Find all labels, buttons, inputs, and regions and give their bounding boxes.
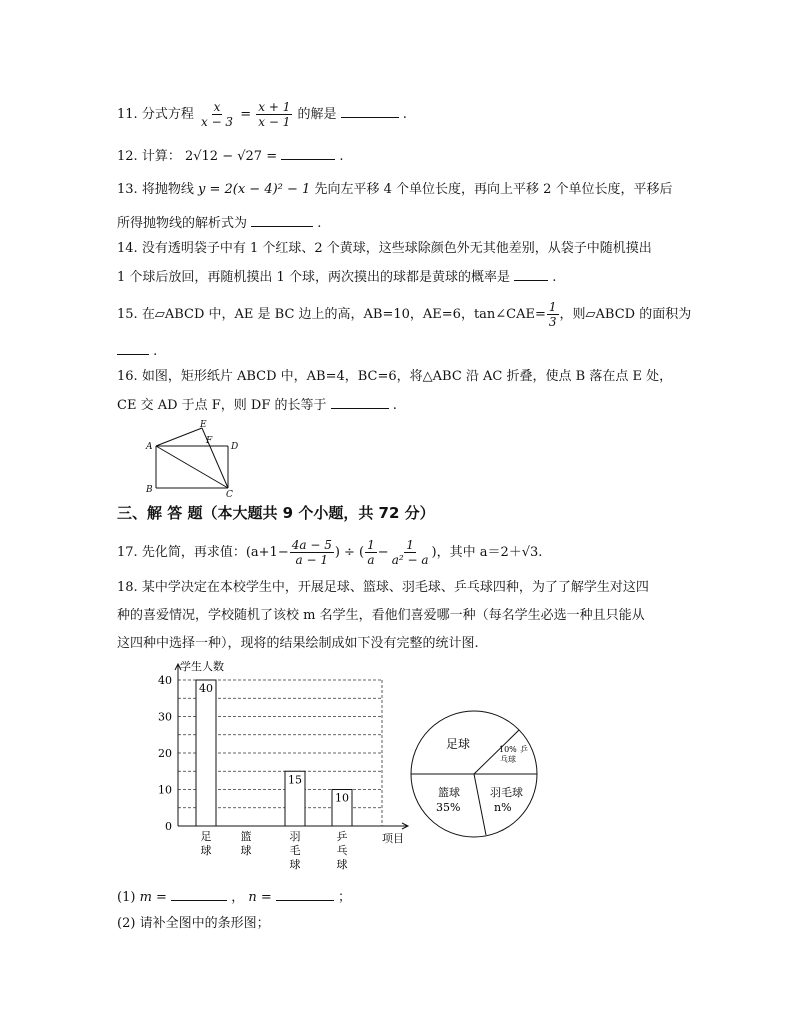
slice-value-pingpong: 10% [499,745,517,754]
answer-blank-n[interactable] [276,888,334,901]
category-label: 足 [200,830,212,843]
question-text: 1 个球后放回，再随机摸出 1 个球，两次摸出的球都是黄球的概率是 [117,270,510,285]
question-number: 18. [117,580,138,595]
question-17 [117,538,542,567]
numerator: 1 [406,538,414,552]
section-title: 三、解 答 题（本大题共 9 个小题，共 72 分） [117,504,435,522]
category-label: 球 [289,858,301,871]
sub-question-1 [117,888,351,906]
pie-chart [408,705,548,845]
fraction-2 [365,538,377,567]
m-label: m = [139,890,167,905]
x-axis-label: 项目 [382,832,404,845]
label-C: C [226,490,233,498]
label-A: A [146,442,153,452]
question-text: 某中学决定在本校学生中，开展足球、篮球、羽毛球、乒乓球四种，为了了解学生对这四 [141,580,649,595]
question-text: ，则▱ABCD 的面积为 [559,307,692,322]
equals-sign: = [240,107,252,122]
label-F: F [206,436,213,446]
numerator: x [213,100,221,114]
bar-value-label: 40 [199,682,213,695]
y-tick-label: 30 [158,710,172,724]
period: . [339,149,344,164]
question-number: 15. [117,307,138,322]
question-text: 请补全图中的条形图； [139,916,270,931]
operator: − [377,545,389,560]
sub-number: (2) [117,916,136,931]
question-18-line2 [117,608,645,624]
slice-label-football: 足球 [446,737,471,751]
numerator: 1 [548,300,557,314]
question-number: 12. [117,149,138,164]
period: . [552,270,557,285]
question-15 [117,300,691,329]
y-axis-label: 学生人数 [180,660,224,673]
pie-divider [474,774,486,835]
answer-blank[interactable] [251,214,313,227]
question-text: CE 交 AD 于点 F，则 DF 的长等于 [117,398,327,413]
question-12 [117,147,344,165]
question-text: 没有透明袋子中有 1 个红球、2 个黄球，这些球除颜色外无其他差别，从袋子中随机摸出 [141,241,652,256]
bar-value-label: 10 [335,791,349,805]
slice-label-pingpong-2: 乓球 [500,755,516,764]
question-text: 计算： [141,149,181,164]
labels [158,659,404,871]
denominator: x − 3 [200,115,234,129]
sub-number: (1) [117,890,136,905]
category-label: 球 [240,844,252,857]
question-15-line2 [117,342,157,360]
question-18 [117,580,649,596]
numerator: 1 [367,538,375,552]
category-label: 乓 [336,844,348,857]
answer-blank-m[interactable] [171,888,227,901]
question-13 [117,182,673,198]
question-text: 所得抛物线的解析式为 [117,216,248,231]
question-13-line2 [117,214,321,232]
question-text: 在▱ABCD 中，AE 是 BC 边上的高，AB=10，AE=6，tan∠CAE= [141,307,546,322]
semicolon: ； [338,890,352,905]
bar-chart [150,656,420,876]
math-expression: √3 [521,545,539,560]
period: . [538,545,543,560]
fraction-1 [290,538,334,567]
category-label: 篮 [240,830,252,843]
slice-label-pingpong: 乒 [520,745,528,754]
question-text: 如图，矩形纸片 ABCD 中，AB=4，BC=6，将△ABC 沿 AC 折叠，使点 B 落在点 E 处， [141,369,673,384]
slice-label-badminton: 羽毛球 [490,786,523,799]
category-label: 羽 [289,830,301,843]
diagonal-AC [156,446,228,488]
fold-rectangle-figure [140,418,250,498]
label-B: B [146,485,153,495]
question-text: 的解是 [297,107,337,122]
denominator: a² − a [391,553,429,567]
fraction [547,300,559,329]
numerator: x + 1 [258,100,291,114]
question-text: 种的喜爱情况，学校随机了该校 m 名学生，看他们喜爱哪一种（每名学生必选一种且只能从 [117,608,645,623]
y-tick-label: 40 [158,674,172,687]
category-label: 球 [200,844,212,857]
segment-AE [156,428,202,446]
period: . [317,216,322,231]
section-heading [117,502,435,523]
fraction-2 [256,100,292,129]
question-text: 先向左平移 4 个单位长度，再向上平移 2 个单位长度，平移后 [314,182,673,197]
math-expression: y = 2(x − 4)² − 1 [197,182,311,197]
question-16 [117,369,672,385]
denominator: x − 1 [258,115,291,129]
comma: ， [231,890,245,905]
answer-blank[interactable] [331,396,389,409]
question-text: 将抛物线 [141,182,194,197]
question-number: 13. [117,182,138,197]
operator: ) ÷ ( [334,545,365,560]
y-tick-label: 0 [165,820,172,833]
slice-value-basketball: 35% [436,801,461,814]
denominator: 3 [548,315,557,329]
denominator: a [367,553,375,567]
label-D: D [231,442,239,452]
question-text: 先化简，再求值：(a+1− [141,545,289,560]
category-label: 球 [336,858,348,871]
category-label: 乒 [336,830,348,843]
fraction-3 [390,538,431,567]
answer-blank[interactable] [117,342,149,355]
question-18-line3 [117,636,479,652]
sub-question-2 [117,916,270,932]
slice-value-badminton: n% [494,801,512,814]
question-text: 这四种中选择一种），现将的结果绘制成如下没有完整的统计图. [117,636,479,651]
numerator: 4a − 5 [291,538,332,552]
period: . [153,344,158,359]
question-16-line2 [117,396,397,414]
question-11 [117,100,407,129]
question-text: )，其中 a＝2＋ [431,545,522,560]
fraction-1 [199,100,235,129]
answer-blank[interactable] [341,105,399,118]
answer-blank[interactable] [514,268,548,281]
question-14-line2 [117,268,556,286]
y-tick-label: 20 [158,747,172,760]
question-number: 14. [117,241,138,256]
math-expression: 2√12 − √27 = [184,149,278,164]
answer-blank[interactable] [281,147,335,160]
period: . [402,107,407,122]
slice-label-basketball: 篮球 [438,786,460,799]
denominator: a − 1 [295,553,329,567]
n-label: n = [248,890,272,905]
y-tick-label: 10 [158,783,172,797]
bar-0 [196,680,216,826]
question-number: 17. [117,545,138,560]
question-14 [117,241,652,257]
question-text: 分式方程 [141,107,194,122]
category-label: 毛 [289,844,301,857]
label-E: E [200,420,207,430]
period: . [392,398,397,413]
bar-value-label: 15 [288,773,302,787]
question-number: 16. [117,369,138,384]
question-number: 11. [117,107,138,122]
